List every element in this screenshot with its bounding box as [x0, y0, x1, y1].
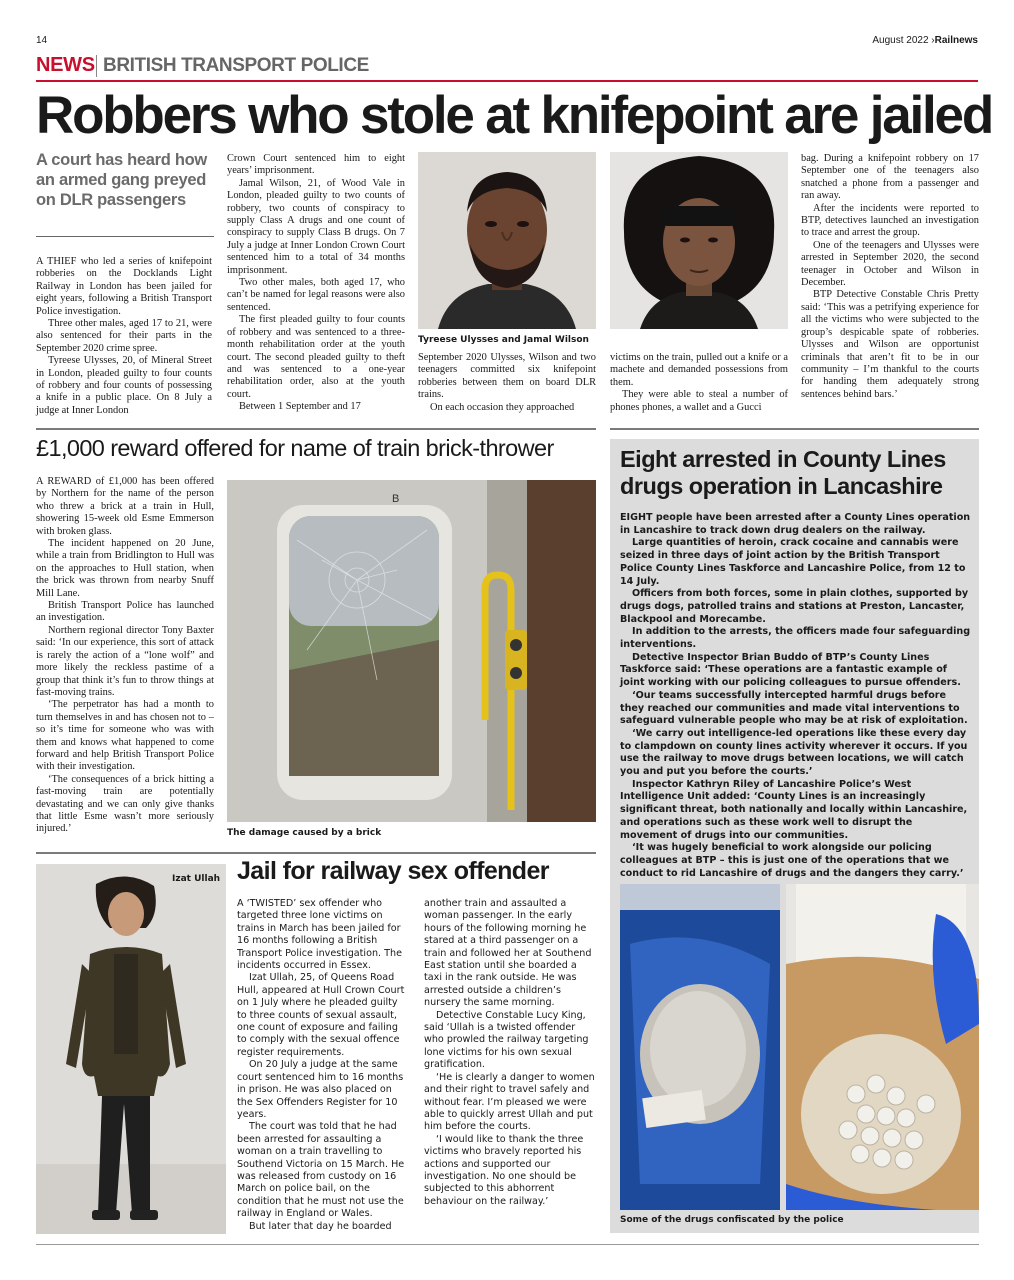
section-rule [36, 852, 596, 854]
paragraph: Izat Ullah, 25, of Queens Road Hull, appeared at Hull Crown Court on 1 July where he pleaded guilty to three counts of sexual assault, one count of exposure and failing to comply with the sexual offence register requirements. [237, 972, 405, 1058]
headline-line: Eight arrested in County Lines [620, 446, 946, 472]
paragraph: Between 1 September and 17 [239, 401, 361, 413]
door-letter: B [392, 493, 400, 505]
paragraph: ‘It was hugely beneficial to work alongside our policing colleagues at BTP – this is just one of the operations that we conduct to rid Lancashire of drugs and the dangers they carry.’ [620, 842, 964, 879]
mugshot-photo-ulysses [418, 152, 596, 329]
paragraph: But later that day he boarded [249, 1220, 392, 1232]
paragraph: On 20 July a judge at the same court sentenced him to 16 months in prison. He was also placed on the Sex Offenders Register for 10 years. [237, 1059, 404, 1120]
paragraph: September 2020 Ulysses, Wilson and two teenagers committed six knifepoint robberies between them on board DLR trains. [418, 352, 596, 401]
offender-photo-label: Izat Ullah [172, 874, 221, 884]
lead-col-3 [418, 352, 596, 414]
mugshot-photo-wilson [610, 152, 788, 329]
brick-headline: £1,000 reward offered for name of train brick-thrower [36, 435, 554, 461]
paragraph: ‘He is clearly a danger to women and their right to travel safely and without fear. I’m pleased we were able to quickly arrest Ullah and put him before the courts. [424, 1071, 595, 1133]
portrait-illustration [418, 152, 596, 329]
paragraph: Three other males, aged 17 to 21, were also sentenced for their parts in the September 2020 crime spree. [36, 318, 212, 354]
lead-headline: Robbers who stole at knifepoint are jailed [36, 86, 993, 145]
drugs-photo-bag [620, 884, 780, 1210]
subsection-label: BRITISH TRANSPORT POLICE [103, 55, 369, 76]
paragraph: A REWARD of £1,000 has been offered by Northern for the name of the person who threw a brick at a train in Hull, showering 15-week old Esme Emmerson with broken glass. [36, 476, 214, 537]
damaged-window-photo [227, 480, 596, 822]
paragraph: Two other males, both aged 17, who can’t be named for legal reasons were also sentenced. [227, 277, 405, 313]
headline-line: drugs operation in Lancashire [620, 473, 943, 499]
paragraph: After the incidents were reported to BTP, detectives launched an investigation to trace and arrest the group. [801, 202, 979, 239]
paragraph: EIGHT people have been arrested after a County Lines operation in Lancashire to track down drug dealers on the railway. [620, 512, 971, 536]
drugs-bag-illustration [620, 884, 780, 1210]
paragraph: Detective Inspector Brian Buddo of BTP’s County Lines Taskforce said: ‘These operations are a fantastic example of joint working with our policing colleagues to pursue offenders. [620, 651, 961, 689]
paragraph: Tyreese Ulysses, 20, of Mineral Street in London, pleaded guilty to four counts of robbery and four counts of possessing a knife in a public place. On 8 July a judge at Inner London [36, 355, 212, 416]
paragraph: In addition to the arrests, the officers made four safeguarding interventions. [620, 626, 971, 651]
lead-standfirst: A court has heard how an armed gang preyed on DLR passengers [36, 151, 207, 209]
paragraph: ‘I would like to thank the three victims who bravely reported his actions and supported our investigation. No one should be subjected to this abhorrent behaviour on the railway.’ [424, 1133, 584, 1207]
lead-col-5 [801, 153, 979, 401]
county-headline [620, 446, 946, 500]
paragraph: The first pleaded guilty to four counts of robbery and was sentenced to a three-month rehabilitation order at the youth court. The second pleaded guilty to theft and was sentenced to a one-year rehabilitation order, also at the youth court. [227, 314, 405, 400]
paragraph: One of the teenagers and Ulysses were arrested in September 2020, the second teenager in October and Wilson in December. [801, 239, 979, 289]
lead-col-2 [227, 153, 405, 414]
offender-col-2 [424, 898, 596, 1208]
paragraph: victims on the train, pulled out a knife or a machete and demanded possessions from them. [610, 352, 788, 388]
paragraph: another train and assaulted a woman passenger. In the early hours of the following morning he stared at a third passenger on a train and followed her at Southend East station until she boarded a taxi in the rank outside. He was arrested outside a children’s nursery the same morning. [424, 898, 592, 1009]
offender-photo [36, 864, 226, 1234]
portrait-illustration [610, 152, 788, 329]
paragraph: The court was told that he had been arrested for assaulting a woman on a train travelling to Southend Victoria on 15 March. He was released from custody on 16 March on police bail, on the condition that he must not use the railway in England or Wales. [237, 1121, 405, 1220]
paragraph: ‘Our teams successfully intercepted harmful drugs before they reached our communities and made vital interventions to safeguard vulnerable people who may be at risk of exploitation. [620, 689, 968, 727]
brand-name: Railnews [934, 35, 978, 46]
paragraph: Officers from both forces, some in plain clothes, supported by drugs dogs, patrolled trains and stations at Preston, Lancaster, Blackpool and Morecambe. [620, 588, 969, 625]
issue-info [872, 35, 978, 46]
lead-col-4 [610, 352, 788, 414]
paragraph: Crown Court sentenced him to eight years’ imprisonment. [227, 153, 405, 177]
standfirst-rule [36, 236, 214, 237]
offender-illustration [36, 864, 226, 1234]
brick-body [36, 476, 214, 836]
paragraph: British Transport Police has launched an investigation. [36, 600, 214, 624]
paragraph: Northern regional director Tony Baxter said: ‘In our experience, this sort of attack is rarely the action of a “lone wolf” and more likely the reckless pastime of a group that think it’s fun to throw things at fast-moving trains. [36, 624, 214, 698]
paragraph: Large quantities of heroin, crack cocaine and cannabis were seized in three days of joint action by the British Transport Police County Lines Taskforce and Lancashire Police, from 12 to 14 July. [620, 537, 966, 587]
train-door-illustration [227, 480, 596, 822]
page-number: 14 [36, 35, 48, 46]
section-rule [36, 428, 596, 430]
paragraph: The incident happened on 20 June, while a train from Bridlington to Hull was on the approaches to Hull station, when the brick was thrown from nearby Snuff Mill Lane. [36, 538, 214, 599]
paragraph: ‘The perpetrator has had a month to turn themselves in and has chosen not to – so it’s time for someone who was with them and knows what happened to come forward and help British Transport Police with their investigation. [36, 699, 214, 773]
paragraph: On each occasion they approached [430, 401, 575, 413]
footer-rule [36, 1244, 979, 1245]
paragraph: A ‘TWISTED’ sex offender who targeted three lone victims on trains in March has been jailed for 16 months following a British Transport Police investigation. The incidents occurred in Essex. [237, 898, 402, 972]
lead-photo-caption: Tyreese Ulysses and Jamal Wilson [418, 335, 589, 345]
paragraph: BTP Detective Constable Chris Pretty said: ‘This was a petrifying experience for all the victims who were subjected to the group’s despicable spate of robberies. Ulysses and Wilson are opportunist criminals that aren’t fit to be in our community – I’m thankful to the courts for handing them adequately strong sentences behind bars.’ [801, 289, 979, 400]
county-photo-caption: Some of the drugs confiscated by the police [620, 1215, 844, 1225]
issue-date: August 2022 [872, 35, 929, 46]
chevron-right-icon: › [931, 35, 935, 46]
section-rule [610, 428, 979, 430]
lead-col-1 [36, 256, 212, 417]
offender-headline: Jail for railway sex offender [237, 857, 549, 885]
paragraph: They were able to steal a number of phones phones, a wallet and a Gucci [610, 389, 788, 413]
section-label: NEWS [36, 54, 95, 76]
paragraph: bag. During a knifepoint robbery on 17 September one of the teenagers also snatched a phone from a passenger and ran away. [801, 153, 979, 202]
county-body [620, 512, 972, 880]
paragraph: ‘The consequences of a brick hitting a fast-moving train are potentially devastating and we can only give thanks that little Esme wasn’t more seriously injured.’ [36, 773, 214, 835]
header-rule [36, 80, 978, 82]
drugs-rocks-illustration [786, 884, 979, 1210]
section-divider [96, 55, 97, 77]
offender-col-1 [237, 898, 409, 1233]
brick-photo-caption: The damage caused by a brick [227, 828, 382, 838]
paragraph: Inspector Kathryn Riley of Lancashire Police’s West Intelligence Unit added: ‘County Lines is an increasingly significant threat, both nationally and locally within Lancashire, and operations such as these work well to disrupt the movement of drugs into our communities. [620, 778, 968, 841]
paragraph: A THIEF who led a series of knifepoint robberies on the Docklands Light Railway in London has been jailed for eight years, following a British Transport Police investigation. [36, 256, 212, 317]
paragraph: ‘We carry out intelligence-led operations like these every day to clampdown on county lines activity wherever it occurs. If you use the railway to move drugs between locations, we will catch you and put you before the courts.’ [620, 727, 968, 778]
drugs-photo-rocks [786, 884, 979, 1210]
paragraph: Detective Constable Lucy King, said ‘Ullah is a twisted offender who prowled the railway targeting lone victims for his own sexual gratification. [424, 1009, 589, 1071]
paragraph: Jamal Wilson, 21, of Wood Vale in London, pleaded guilty to two counts of robbery, two counts of conspiracy to supply Class A drugs and one count of conspiracy to supply Class B drugs. On 7 July a judge at Inner London Crown Court sentenced him to a total of 34 months imprisonment. [227, 177, 405, 276]
